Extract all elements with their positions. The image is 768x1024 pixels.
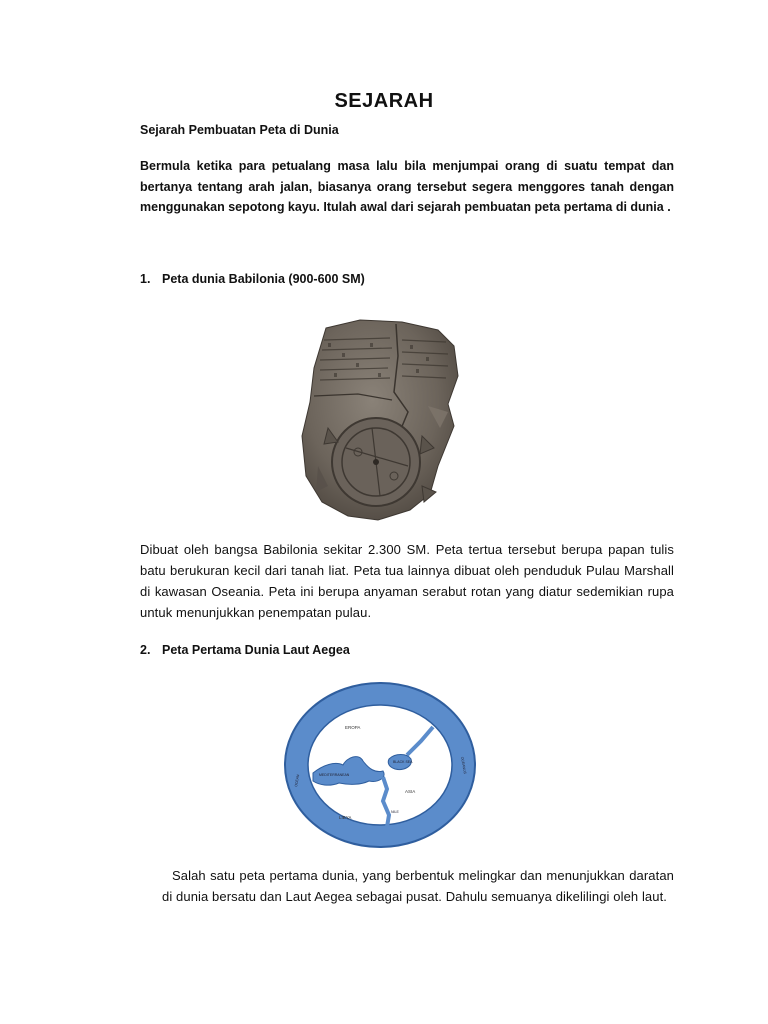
map-label-europe: EROPA: [345, 725, 361, 730]
map-label-nile: NILE: [391, 810, 399, 814]
map-label-ocean-left: OCEAN: [294, 774, 301, 788]
babylonian-tablet-image: [298, 316, 460, 530]
map-label-black-sea: BLACK SEA: [393, 760, 413, 764]
intro-paragraph: Bermula ketika para petualang masa lalu bila menjumpai orang di suatu tempat dan bertanya tentang arah jalan, biasanya orang tersebut segera menggores tanah dengan menggunakan sepotong kayu. Itulah awal dari sejarah pembuatan peta pertama di dunia .: [140, 159, 674, 214]
map-label-mediterranean: MEDITERRANEAN: [319, 773, 350, 777]
page-subtitle: Sejarah Pembuatan Peta di Dunia: [140, 123, 339, 137]
section-2-text: Salah satu peta pertama dunia, yang berbentuk melingkar dan menunjukkan daratan di dunia bersatu dan Laut Aegea sebagai pusat. Dahulu semuanya dikelilingi oleh laut.: [162, 868, 674, 904]
section-2-heading: [140, 643, 350, 657]
section-1-paragraph: Dibuat oleh bangsa Babilonia sekitar 2.300 SM. Peta tertua tersebut berupa papan tulis batu berukuran kecil dari tanah liat. Peta tua lainnya dibuat oleh penduduk Pulau Marshall di kawasan Oseania. Peta ini berupa anyaman serabut rotan yang diatur sedemikian rupa untuk menunjukkan penempatan pulau.: [140, 542, 674, 620]
map-label-asia: ASIA: [405, 789, 416, 794]
section-2-title: Peta Pertama Dunia Laut Aegea: [162, 643, 350, 657]
section-1-number: 1.: [140, 272, 151, 286]
map-label-ocean-right: OCEANUS: [460, 756, 467, 775]
section-2-paragraph: [162, 865, 674, 907]
section-1-title: Peta dunia Babilonia (900-600 SM): [162, 272, 365, 286]
section-2-number: 2.: [140, 643, 151, 657]
map-label-libya: LIBYA: [339, 815, 352, 820]
page-title: SEJARAH: [334, 90, 434, 112]
section-1-heading: [140, 272, 365, 286]
aegea-world-map-image: [283, 681, 477, 849]
